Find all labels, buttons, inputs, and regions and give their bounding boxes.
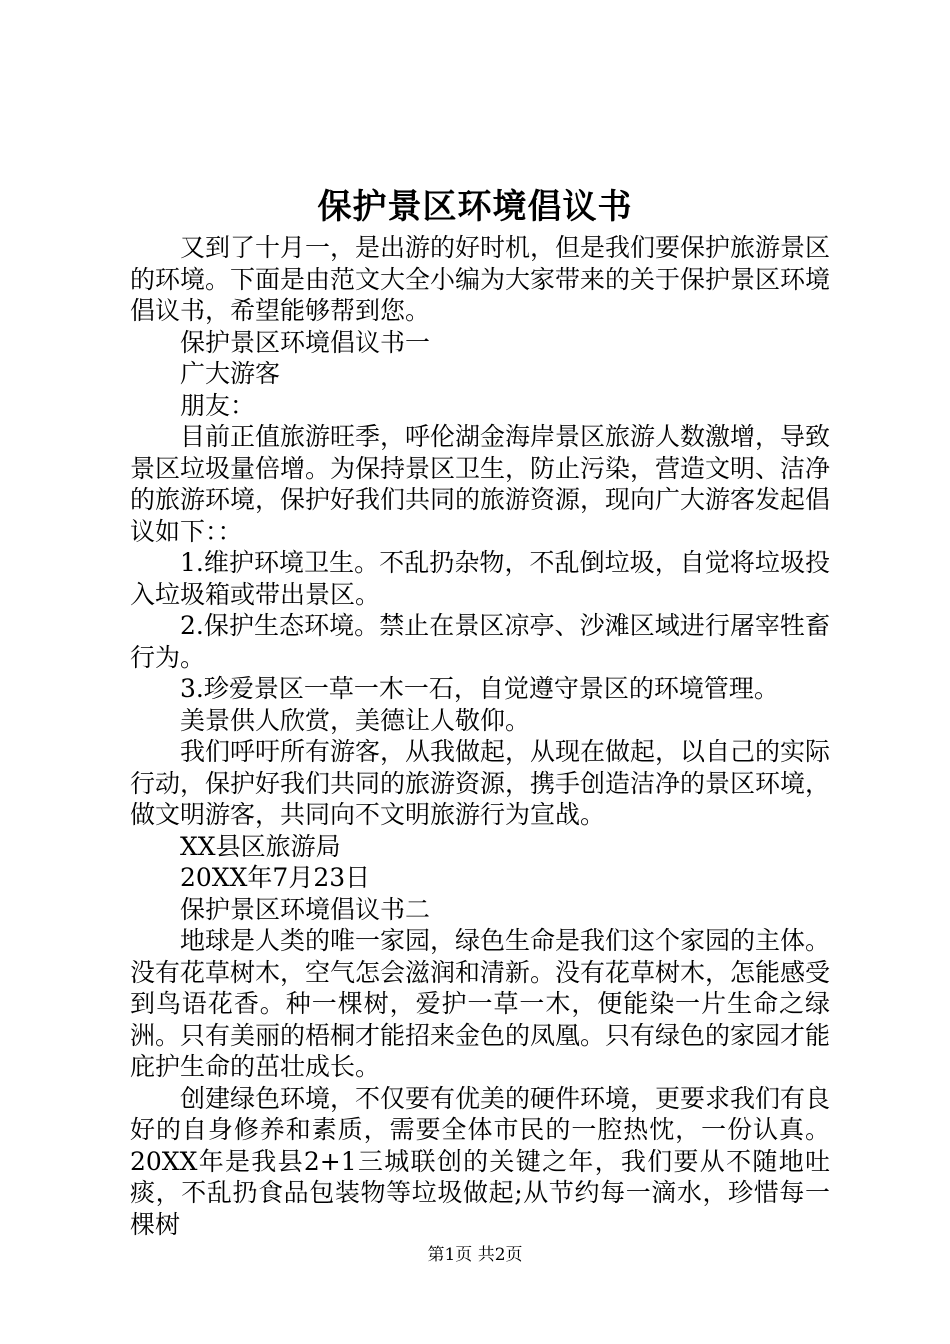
section-heading-two: 保护景区环境倡议书二: [180, 894, 431, 924]
salutation-line: 广大游客: [180, 359, 281, 388]
section-heading-one: 保护景区环境倡议书一: [180, 327, 431, 357]
page-number: 第1页 共2页: [427, 1245, 523, 1265]
signature-date: 20XX年7月23日: [180, 863, 371, 892]
paragraph: 地球是人类的唯一家园，绿色生命是我们这个家园的主体。没有花草树木，空气怎会滋润和清新。没有花草树木，怎能感受到鸟语花香。种一棵树，爱护一草一木，便能染一片生命之绿洲。只有美丽的梧桐才能招来金色的凤凰。只有绿色的家园才能庇护生命的茁壮成长。: [130, 926, 831, 1081]
paragraph-intro: 又到了十月一，是出游的好时机，但是我们要保护旅游景区的环境。下面是由范文大全小编为大家带来的关于保护景区环境倡议书，希望能够帮到您。: [130, 233, 831, 325]
paragraph: 美景供人欣赏，美德让人敬仰。: [180, 705, 531, 735]
list-item: 1.维护环境卫生。不乱扔杂物，不乱倒垃圾，自觉将垃圾投入垃圾箱或带出景区。: [130, 548, 830, 609]
salutation-line: 朋友：: [180, 390, 256, 420]
document-title: 保护景区环境倡议书: [317, 187, 633, 227]
document-body: [130, 232, 830, 1240]
list-item: 2.保护生态环境。禁止在景区凉亭、沙滩区域进行屠宰牲畜行为。: [130, 611, 830, 672]
paragraph: 我们呼吁所有游客，从我做起，从现在做起，以自己的实际行动，保护好我们共同的旅游资源，携手创造洁净的景区环境，做文明游客，共同向不文明旅游行为宣战。: [130, 737, 831, 829]
list-item: 3.珍爱景区一草一木一石，自觉遵守景区的环境管理。: [180, 674, 779, 703]
signature-organization: XX县区旅游局: [180, 831, 341, 861]
paragraph: 创建绿色环境，不仅要有优美的硬件环境，更要求我们有良好的自身修养和素质，需要全体市民的一腔热忱，一份认真。20XX年是我县2+1三城联创的关键之年，我们要从不随地吐痰，不乱扔食品包装物等垃圾做起;从节约每一滴水，珍惜每一棵树: [130, 1083, 831, 1239]
paragraph: 目前正值旅游旺季，呼伦湖金海岸景区旅游人数激增，导致景区垃圾量倍增。为保持景区卫生，防止污染，营造文明、洁净的旅游环境，保护好我们共同的旅游资源，现向广大游客发起倡议如下：：: [130, 422, 831, 546]
